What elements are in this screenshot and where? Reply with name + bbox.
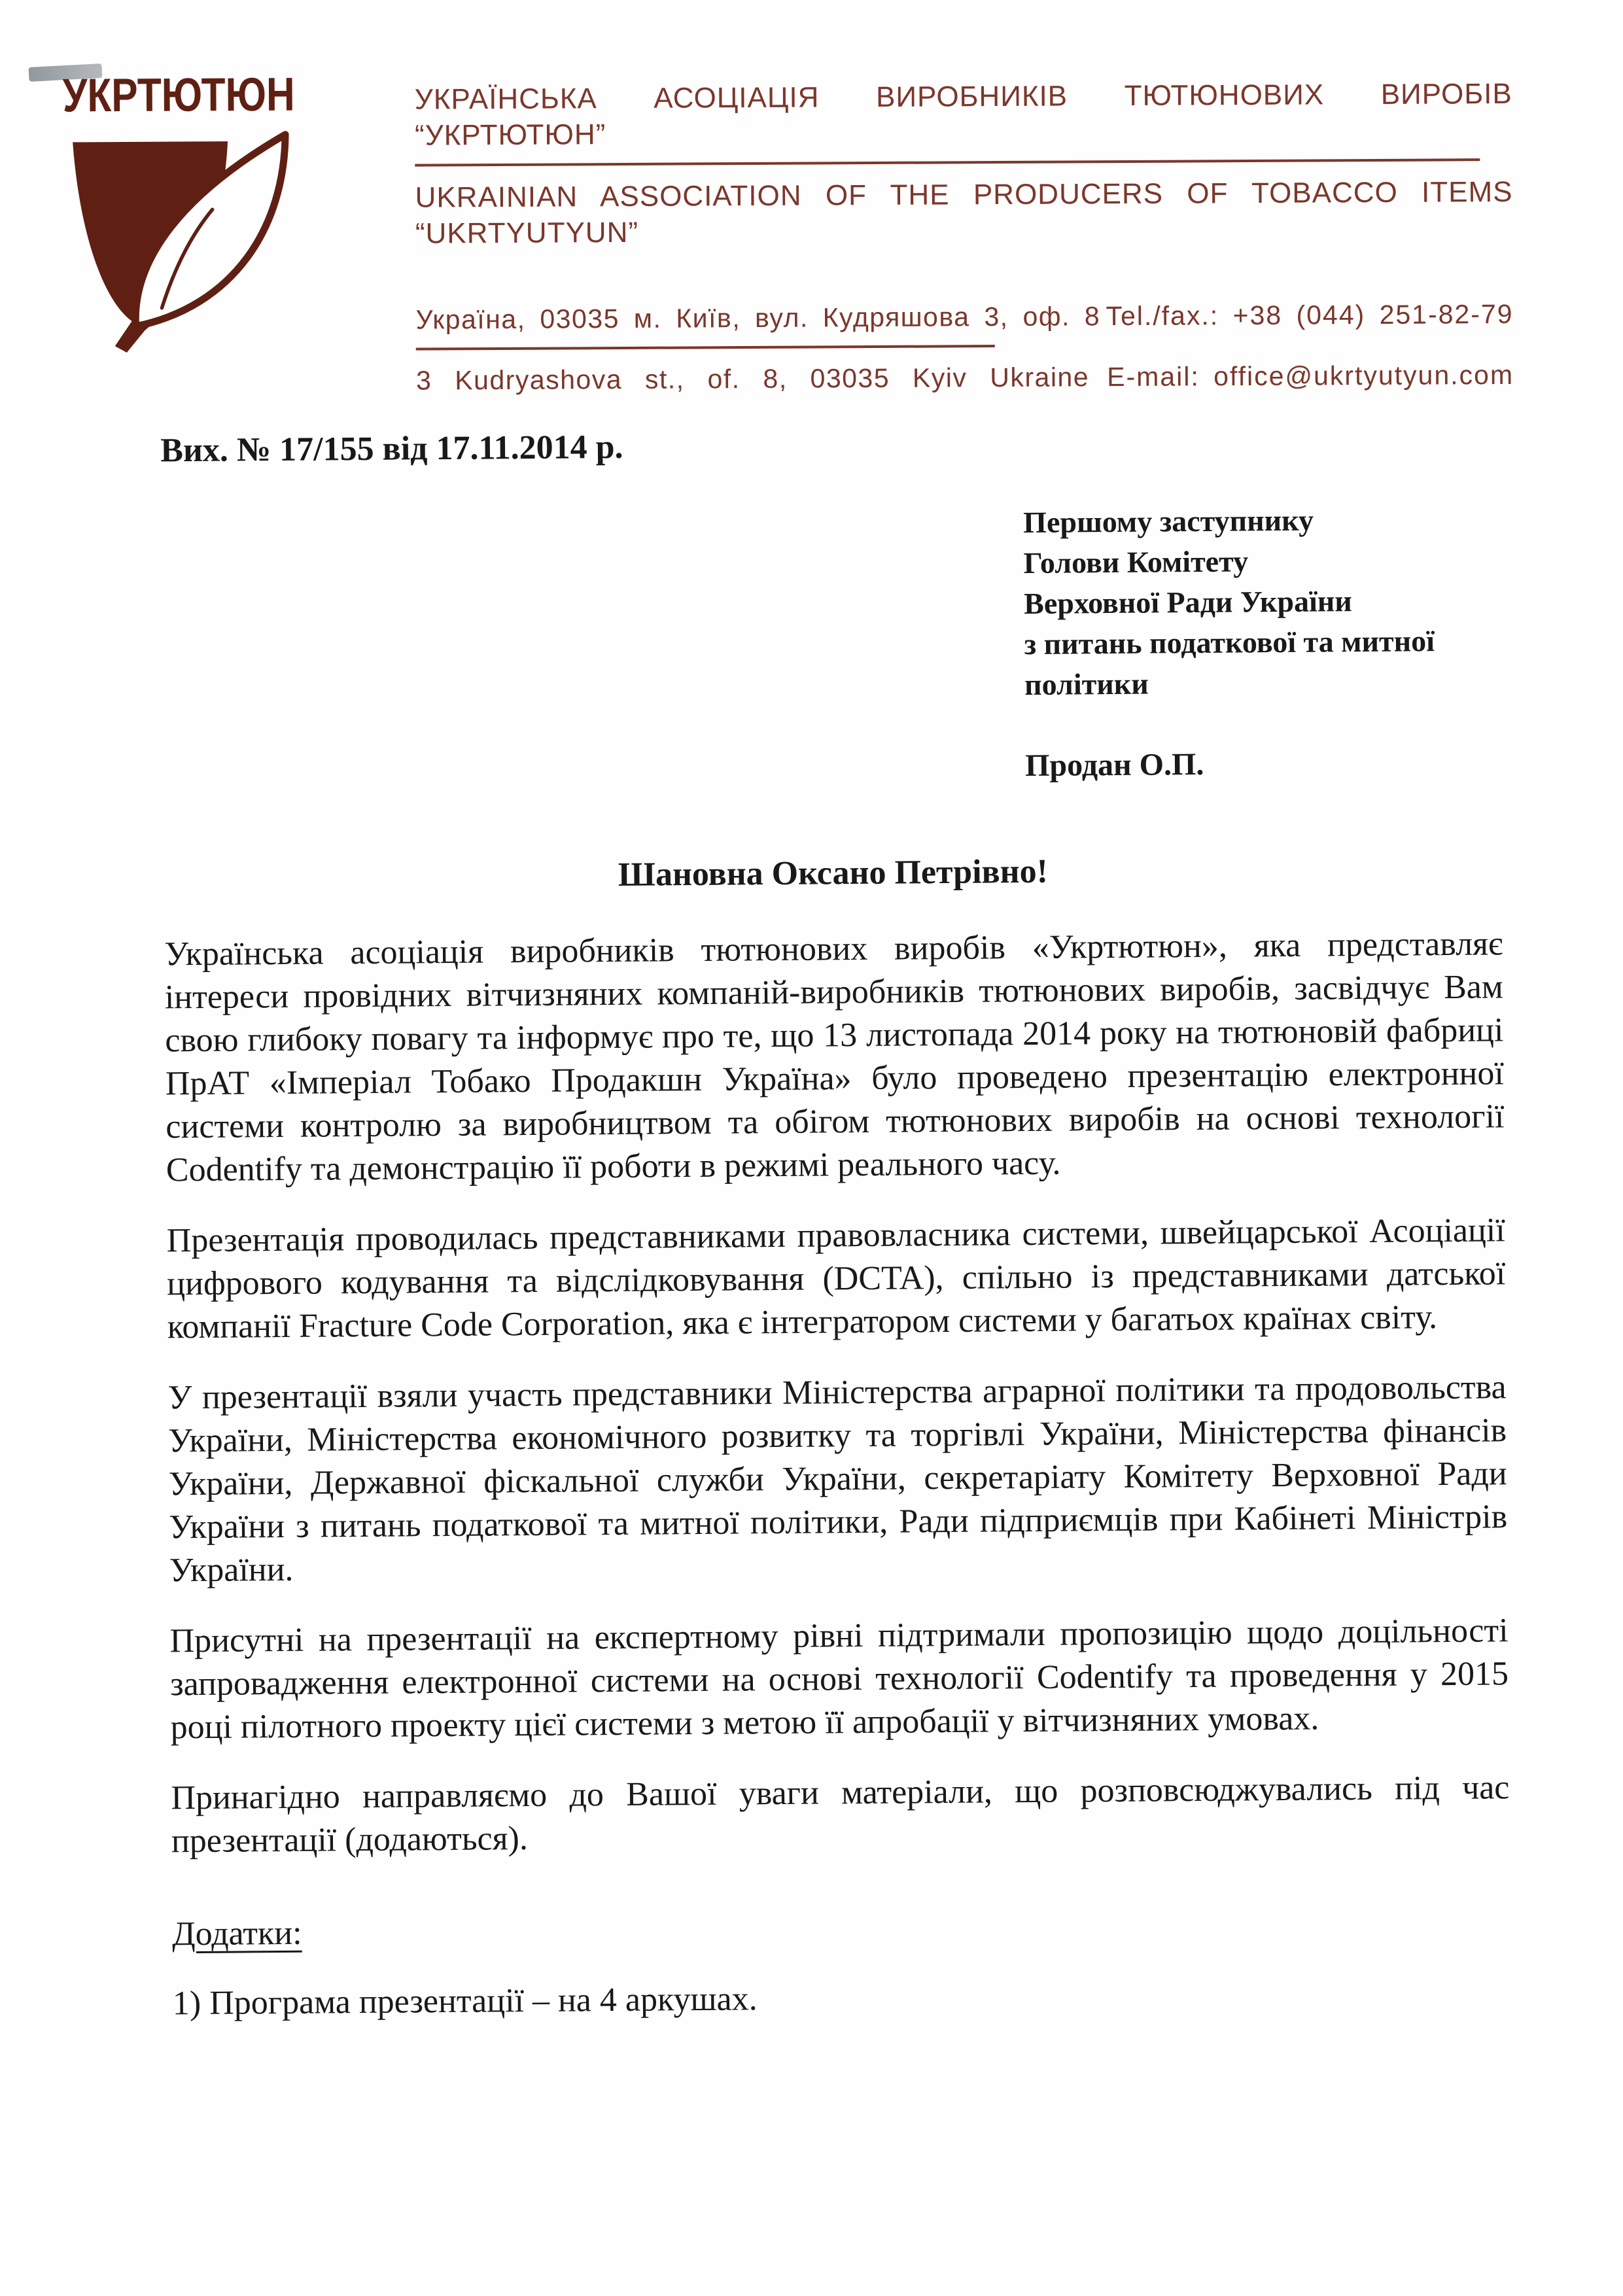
outgoing-reference-line: Вих. № 17/155 від 17.11.2014 р. [160,428,623,470]
contact-row-english [416,359,1514,397]
body-paragraph: Українська асоціація виробників тютюнових виробів «Укртютюн», яка представляє інтереси провідних вітчизняних компаній-виробників тютюнових виробів, засвідчує Вам свою глибоку повагу та інформує про те, що 13 листопада 2014 року на тютюновій фабриці ПрАТ «Імперіал Тобако Продакшн Україна» було проведено презентацію електронної системи контролю за виробництвом та обігом тютюнових виробів на основі технології Codentify та демонстрацію її роботи в режимі реального часу. [164,925,1505,1189]
addressee-title-lines [1023,499,1501,706]
letterhead-divider [415,158,1480,167]
letterhead-contacts [415,298,1514,397]
addressee-block [1023,499,1501,787]
addressee-title-line: з питань податкової та митної [1024,624,1435,661]
body-paragraph: У презентації взяли участь представники Міністерства аграрної політики та продовольства України, Міністерства економічного розвитку та торгівлі України, Міністерства фінансів України, Державної фіскальної служби України, секретаріату Комітету Верховної Ради України з питань податкової та митної політики, Ради підприємців при Кабінеті Міністрів України. [167,1368,1508,1590]
address-divider [416,345,995,351]
addressee-title-line: Голови Комітету [1023,544,1249,580]
letterhead [0,0,1623,399]
phone-fax-number: Tel./fax.: +38 (044) 251-82-79 [1106,298,1514,332]
addressee-title-line: Першому заступнику [1022,503,1314,540]
attachments-list [173,1972,1511,2026]
org-logo-text: УКРТЮТЮН [62,68,295,122]
addressee-title-line: політики [1024,667,1149,702]
body-paragraph: Принагідно направляємо до Вашої уваги матеріали, що розповсюджувались під час презентації (додаються). [171,1769,1510,1860]
postal-address-english: 3 Kudryashova st., of. 8, 03035 Kyiv Ukraine [415,362,1090,396]
postal-address-ukrainian: Україна, 03035 м. Київ, вул. Кудряшова 3, оф. 8 [415,301,1101,335]
attachment-item: 1) Програма презентації – на 4 аркушах. [172,1980,758,2023]
org-logo [63,63,359,399]
addressee-title-line: Верховної Ради України [1023,584,1352,621]
salutation: Шановна Оксано Петрівно! [618,853,1049,894]
body-paragraph: Присутні на презентації на експертному рівні підтримали пропозицію щодо доцільності запровадження електронної системи на основі технології Codentify та проведення у 2015 році пілотного проекту цієї системи з метою її апробації у вітчизняних умовах. [169,1612,1509,1747]
attachments-heading: Додатки: [171,1915,302,1953]
letter-body [160,419,1511,2026]
tobacco-leaf-logo-icon [63,129,345,356]
org-name-english: UKRAINIAN ASSOCIATION OF THE PRODUCERS OF TOBACCO ITEMS “UKRTYUTYUN” [415,175,1513,250]
body-paragraph: Презентація проводилась представниками правовласника системи, швейцарської Асоціації цифрового кодування та відслідковування (DCTA), спільно із представниками датської компанії Fracture Code Corporation, яка є інтегратором системи у багатьох країнах світу. [166,1211,1506,1346]
addressee-name: Продан О.П. [1024,747,1204,784]
letter-paragraphs [164,923,1510,1864]
org-name-ukrainian: УКРАЇНСЬКА АСОЦІАЦІЯ ВИРОБНИКІВ ТЮТЮНОВИХ ВИРОБІВ “УКРТЮТЮН” [414,77,1512,152]
letterhead-text-block [415,58,1514,397]
email-address: E-mail: office@ukrtyutyun.com [1107,360,1514,392]
contact-row-ukrainian [415,298,1513,336]
